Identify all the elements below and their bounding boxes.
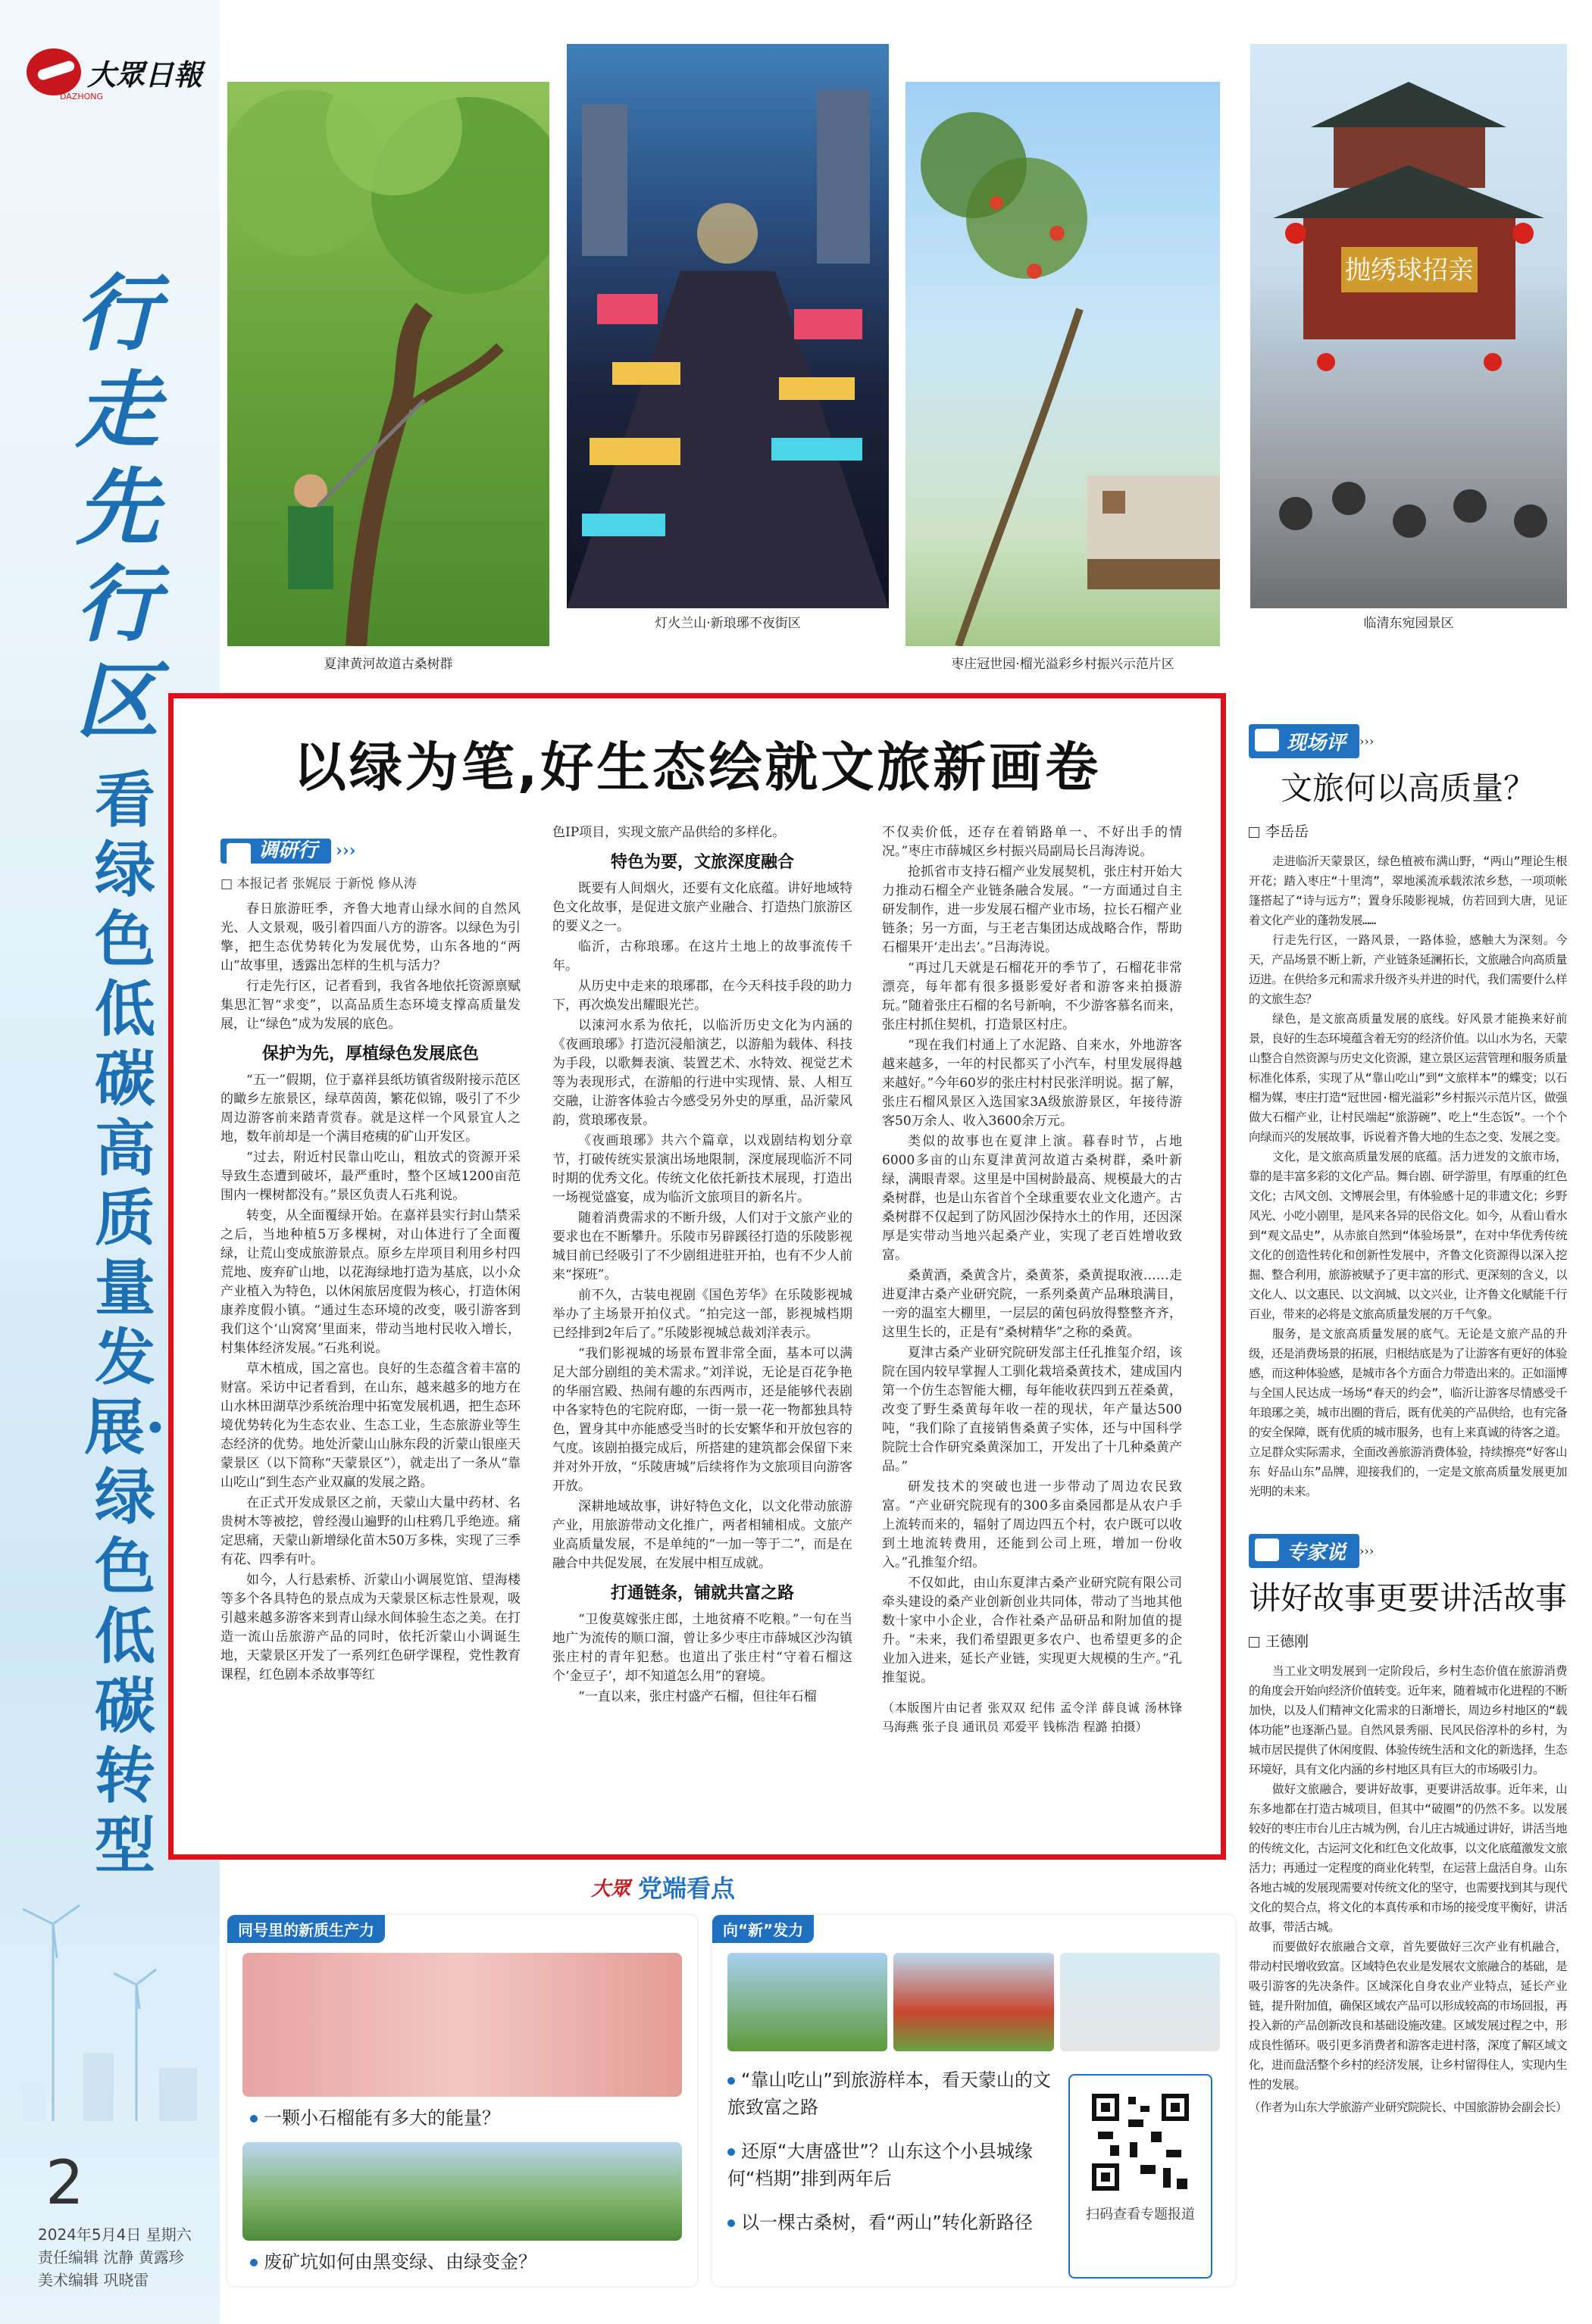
article-paragraph: 前不久，古装电视剧《国色芳华》在乐陵影视城举办了主场景开拍仪式。“拍完这一部，影视城档期已经排到2年后了。”乐陵影视城总裁刘洋表示。 [552,1288,852,1341]
article-paragraph: 夏津古桑产业研究院研发部主任孔推玺介绍，该院在国内较早掌握人工驯化栽培桑黄技术，建成国内第一个仿生态智能大棚，每年能收获四到五茬桑黄，改变了野生桑黄每年收一茬的现状，年产量达500吨，“我们除了直接销售桑黄子实体，还与中国科学院院士合作研究桑黄深加工，开发出了十几种桑黄产品。” [882,1345,1182,1474]
author-square-icon [1249,827,1259,838]
commentary-paragraph: 走进临沂天蒙景区，绿色植被布满山野，“两山”理论生根开花；踏入枣庄“十里湾”，翠地溪流承载浓浓乡愁，一项项帐篷搭起了“诗与远方”；置身乐陵影视城，仿若回到大唐，见证着文化产业的蓬勃发展…… [1249,854,1567,927]
comment-title-text: 文旅何以高质量？ [1280,770,1535,807]
expert-body [1249,1661,1567,2094]
commentary-paragraph: 文化，是文旅高质量发展的底蕴。活力迸发的文旅市场，靠的是丰富多彩的文化产品。舞台剧、研学游里，有厚重的红色文化；古风文创、文博展会里，有体验感十足的非遗文化；乡野风光、小吃小剧里，是风来各异的民俗文化。如今，从看山看水到“观文品史”，从赤旅自然到“体验场景”，在对中华优秀传统文化的创造性转化和创新性发展中，齐鲁文化资源得以深入挖掘、整合利用，旅游被赋予了更丰富的形式、更深刻的含义，以文化人、以文惠民、以文润城、以文兴业，让齐鲁文化赋能千行百业，带来的必将是文旅高质量发展的万千气象。 [1249,1150,1568,1321]
article-column-2 [552,823,852,1708]
comment-author [1249,820,1567,841]
article-paragraph: 转变，从全面覆绿开始。在嘉祥县实行封山禁采之后，当地种植5万多棵树，对山体进行了全面覆绿，让荒山变成旅游景点。原乡左岸项目利用乡村四荒地、废弃矿山地，以花海绿地打造为基底，以小众产业植入为特色，以休闲旅居度假为核心，打造休闲康养度假小镇。“通过生态环境的改变，吸引游客到我们这个‘山窝窝’里面来，带动当地村民收入增长，村集体经济发展。”石兆利说。 [221,1208,521,1356]
section-heading: 保护为先，厚植绿色发展底色 [261,1045,479,1064]
bullet-icon [250,2115,258,2123]
promo-panel [227,1870,1235,2294]
article-paragraph: 春日旅游旺季，齐鲁大地青山绿水间的自然风光、人文景观，吸引着四面八方的游客。以绿色为引擎，把生态优势转化为发展优势，山东各地的“两山”故事里，透露出怎样的生机与活力？ [221,901,521,973]
qr-caption: 扫码查看专题报道 [1086,2207,1195,2222]
comment-tag [1249,722,1567,760]
promo-left-head: 同号里的新质生产力 [227,1915,385,1943]
photo-pomegranate [905,82,1220,646]
commentary-paragraph: 做好文旅融合，要讲好故事，更要讲活故事。近年来，山东多地都在打造古城项目，但其中“破圈”的仍然不多。以发展较好的枣庄市台儿庄古城为例，台儿庄古城通过讲好，讲活当地的传统文化，古运河文化和红色文化故事，以文化底蕴激发文旅活力；再通过一定程度的商业化转型，在运营上盘活自身。山东各地古城的发展现需要对传统文化的坚守，也需要找到其与现代文化的契合点，将文化的本真传承和市场的接受度平衡好，讲活故事，带活古城。 [1249,1782,1568,1934]
chevrons-icon: ››› [1359,1543,1375,1558]
author-square-icon [1249,1637,1259,1648]
promo-photo-strip [727,1953,1220,2051]
article-paragraph: 如今，人行悬索桥、沂蒙山小调展览馆、望海楼等多个各具特色的景点成为天蒙景区标志性景观，吸引越来越多游客来到青山绿水间体验生态之美。在打造一流山岳旅游产品的同时，依托沂蒙山小调诞生地，天蒙景区开发了一系列红色研学课程，党性教育课程，红色剧本杀故事等红 [221,1573,521,1682]
article-paragraph: 研发技术的突破也进一步带动了周边农民致富。“产业研究院现有的300多亩桑园都是从农户手上流转而来的，辐射了周边四五个村，农户既可以收到土地流转费用，还能到公司上班，增加一份收入。”孔推玺介绍。 [882,1479,1182,1570]
page-dateline [38,2223,192,2291]
comment-tag-box [1249,724,1359,758]
house-icon [1255,729,1279,751]
qr-block[interactable] [1068,2074,1212,2279]
promo-link-1-text: 一颗小石榴能有多大的能量？ [264,2107,500,2129]
article-paragraph: 色IP项目，实现文旅产品供给的多样化。 [552,825,786,840]
section-heading: 打通链条，铺就共富之路 [610,1584,794,1603]
survey-icon [227,843,251,866]
editor: 责任编辑 沈静 黄露珍 [38,2248,184,2266]
bullet-icon [727,2148,735,2156]
photo-caption-4: 临清东宛园景区 [1363,616,1454,631]
chevrons-icon: ››› [1359,733,1375,748]
green-valley-photo [242,2142,682,2241]
date: 2024年5月4日 星期六 [38,2226,192,2244]
pomegranate-photo [242,1953,682,2097]
pomegranate-tree-drawing [905,82,1220,646]
article-paragraph: 不仅卖价低，还存在着销路单一、不好出手的情况。”枣庄市薛城区乡村振兴局副局长吕海涛说。 [882,825,1182,859]
promo-link-4-text: 还原“大唐盛世”？山东这个小县城缘何“档期”排到两年后 [727,2141,1033,2189]
article-paragraph: “过去，附近村民靠山吃山，粗放式的资源开采导致生态遭到破坏，最严重时，整个区域1200亩范围内一棵树都没有。”景区负责人石兆利说。 [221,1150,521,1203]
expert-title [1249,1577,1567,1620]
page-number: 2 [45,2148,84,2218]
photo-night-street [567,44,889,608]
section-title-sub: 看绿色低碳高质量发展·绿色低碳转型 [84,764,166,1881]
article-paragraph: 既要有人间烟火，还要有文化底蕴。讲好地域特色文化故事，是促进文旅产业融合、打造热门旅游区的要义之一。 [552,881,852,934]
chevrons-icon: ››› [336,840,356,861]
expert-title-text: 讲好故事更要讲活故事 [1249,1579,1568,1616]
article-paragraph: 深耕地域故事，讲好特色文化，以文化带动旅游产业，用旅游带动文化推广，两者相辅相成。文旅产业高质量发展，不是单纯的“一加一等于二”，而是在融合中共促发展，在发展中相互成就。 [552,1499,852,1571]
promo-link-5-text: 以一棵古桑树，看“两山”转化新路径 [741,2212,1033,2233]
expert-author-name: 王德刚 [1265,1633,1309,1650]
expert-tag-label: 专家说 [1287,1541,1346,1564]
article-paragraph: 抢抓省市支持石榴产业发展契机，张庄村开始大力推动石榴全产业链条融合发展。“一方面通过自主研发制作，进一步发展石榴产业市场，拉长石榴产业链条；另一方面，与王老吉集团达成战略合作，帮助石榴果开‘走出去’。”吕海涛说。 [882,864,1182,955]
masthead-logo [27,42,208,102]
section-title-top: 行走先行区 [76,264,159,750]
article-paragraph: “再过几天就是石榴花开的季节了，石榴花非常漂亮，每年都有很多摄影爱好者和游客来拍摄游玩。”随着张庄石榴的名号新响，不少游客慕名而来，张庄村抓住契机，打造景区村庄。 [882,961,1182,1032]
article-column-3 [882,823,1182,1738]
promo-link-2-text: 废矿坑如何由黑变绿、由绿变金？ [264,2251,536,2272]
article-paragraph: 桑黄酒，桑黄含片，桑黄茶，桑黄提取液……走进夏津古桑产业研究院，一系列桑黄产品琳琅满目，一旁的温室大棚里，一层层的菌包码放得整整齐齐，这里生长的，正是有“桑树精华”之称的桑黄。 [882,1268,1182,1340]
promo-right-card [712,1915,1235,2286]
comment-tag-label: 现场评 [1287,731,1346,754]
masthead-name: 大眾日報 [87,57,203,92]
photo-caption-1: 夏津黄河故道古桑树群 [324,657,453,672]
mulberry-tree-drawing [227,82,549,646]
article-paragraph: 草木植成，国之富也。良好的生态蕴含着丰富的财富。采访中记者看到，在山东，越来越多的地方在山水林田湖草沙系统治理中拓宽发展机遇，把生态环境优势转化为生态农业、生态工业，生态旅游业等生态经济的优势。地处沂蒙山山脉东段的沂蒙山银座天蒙景区（以下简称“天蒙景区”），就走出了一条从“靠山吃山”到生态产业双赢的发展之路。 [221,1361,521,1490]
qr-code-icon [1087,2089,1193,2195]
article-paragraph: “卫俊莫嫁张庄郎，土地贫瘠不吃粮。”一句在当地广为流传的顺口溜，曾让多少枣庄市薛城区沙沟镇张庄村的青年犯愁。也道出了张庄村“守着石榴这个‘金豆子’，却不知道怎么用”的窘境。 [552,1612,852,1684]
article-tag-label: 调研行 [258,839,318,862]
promo-link-2[interactable] [250,2248,674,2276]
article-paragraph: 不仅如此，由山东夏津古桑产业研究院有限公司牵头建设的桑产业创新创业共同体，带动了当地其他数十家中小企业，合作社桑产品研品和附加值的提升。“未来，我们希望跟更多农户、也希望更多的企业加入进来，延长产业链，实现更大规模的生产。”孔推玺说。 [882,1576,1182,1685]
section-heading: 特色为要，文旅深度融合 [610,853,794,872]
strip-photo-3 [1060,1953,1220,2051]
strip-photo-1 [727,1953,887,2051]
article-paragraph: “五一”假期，位于嘉祥县纸坊镇省级附接示范区的瞰乡左旅景区，绿草茵茵，繁花似锦，吸引了不少周边游客前来踏青赏春。就是这样一个风景宜人之地，数年前却是一个满目疮痍的矿山开发区。 [221,1073,521,1145]
article-paragraph: “我们影视城的场景布置非常全面，基本可以满足大部分剧组的美术需求。”刘洋说，无论是百花争艳的华丽宫殿、热闹有趣的东西两市，还是能够代表剧中各家特色的宅院府邸，一街一景一花一物都独具特色，置身其中亦能感受当时的长安繁华和开放包容的气度。该剧拍摄完成后，所搭建的建筑都会保留下来并对外开放，“乐陵唐城”后续将作为文旅项目向游客开放。 [552,1346,852,1494]
night-street-drawing [567,44,889,608]
commentary-paragraph: 服务，是文旅高质量发展的底气。无论是文旅产品的升级，还是消费场景的拓展，归根结底是为了让游客有更好的体验感，而这种体验感，是城市各个方面合力带造出来的。正如淄博与全国人民达成一场场“春天的约会”，临沂让游客尽情感受千年琅琊之美，城市出圈的背后，既有优美的产品供给，也有完备的安全保障，既有优质的城市服务，也有上来真诚的待客之道。立足群众实际需求，全面改善旅游消费体验，持续擦亮“好客山东 好品山东”品牌，迎接我们的，一定是文旅高质量发展更加光明的未来。 [1249,1327,1568,1498]
article-headline: 以绿为笔,好生态绘就文旅新画卷 [292,736,1102,798]
promo-link-list [727,2066,1053,2236]
article-paragraph: 从历史中走来的琅琊郡，在今天科技手段的助力下，再次焕发出耀眼光芒。 [552,979,852,1013]
article-paragraph: 临沂，古称琅琊。在这片土地上的故事流传千年。 [552,939,852,973]
comment-author-name: 李岳岳 [1265,823,1309,840]
pavilion-drawing [1250,44,1567,608]
promo-link-3-text: “靠山吃山”到旅游样本，看天蒙山的文旅致富之路 [727,2069,1051,2118]
promo-link-1[interactable] [250,2104,674,2132]
article-byline: □ 本报记者 张娓辰 于新悦 修从涛 [221,876,417,892]
photo-credit-note: （本版图片由记者 张双双 纪伟 孟令洋 薛良诚 汤林锋 马海燕 张子良 通讯员 邓爱平 钱栋浩 程潞 拍摄） [882,1701,1182,1734]
photo-caption-3: 枣庄冠世园·榴光溢彩乡村振兴示范片区 [951,657,1174,672]
main-article [168,693,1226,1860]
comment-body [1249,851,1567,1501]
bullet-icon [727,2077,735,2085]
article-paragraph: 以涑河水系为依托，以临沂历史文化为内涵的《夜画琅琊》打造沉浸船演艺，以游船为载体、科技为手段，以歌舞表演、装置艺术、水特效、视觉艺术等为表现形式，在游船的行进中实现情、景、人相互交融，让游客体验古今感受另外史的厚重，品沂蒙风韵，赏琅琊夜景。 [552,1018,852,1128]
article-tag [221,834,521,867]
photo-pavilion [1250,44,1567,608]
bullet-icon [250,2259,258,2266]
article-paragraph: 《夜画琅琊》共六个篇章，以戏剧结构划分章节，打破传统实景演出场地限制，深度展现临沂不同时期的优秀文化。传统文化依托新技术展现，打造出一场视觉盛宴，成为临沂文旅项目的新名片。 [552,1133,852,1205]
photo-caption-2: 灯火兰山·新琅琊不夜街区 [655,616,801,631]
photo-mulberry [227,82,549,646]
speaker-icon [1255,1538,1279,1561]
promo-link-3[interactable] [727,2066,1053,2121]
promo-title: 党端看点 [638,1874,736,1903]
comment-title [1249,767,1567,810]
promo-header [591,1870,735,1904]
designer: 美术编辑 巩晓雷 [38,2271,149,2289]
expert-tag-box [1249,1534,1359,1568]
article-paragraph: 类似的故事也在夏津上演。暮春时节，占地6000多亩的山东夏津黄河故道古桑树群，桑叶新绿，满眼青翠。这里是中国树龄最高、规模最大的古桑树群，也是山东省首个全球重要农业文化遗产。古桑树群不仅起到了防风固沙保持水土的作用，还因深厚是实带动当地兴起桑产业，实现了老百姓增收致富。 [882,1134,1182,1263]
commentary-paragraph: 绿色，是文旅高质量发展的底线。好风景才能换来好前景，良好的生态环境蕴含着无穷的经济价值。以山水为名，天蒙山整合自然资源与历史文化资源，建立景区运营管理和服务质量标准化体系，实现了从“靠山吃山”到“文旅样本”的蝶变；以石榴为媒，枣庄打造“冠世园·榴光溢彩”乡村振兴示范片区，做强做大石榴产业，让村民端起“旅游碗”、吃上“生态饭”。一个个向绿而兴的发展故事，诉说着齐鲁大地的生态之变、发展之变。 [1249,1012,1568,1144]
article-paragraph: 行走先行区，记者看到，我省各地依托资源禀赋集思汇智“求变”，以高品质生态环境支撑高质量发展，让“绿色”成为发展的底色。 [221,979,521,1032]
bullet-icon [727,2219,735,2227]
strip-photo-2 [893,1953,1053,2051]
windmill-city-illustration [8,1879,212,2136]
article-column-1 [221,831,521,1686]
promo-link-5[interactable] [727,2209,1053,2236]
promo-brand: 大眾 [591,1877,631,1901]
commentary-paragraph: 而要做好农旅融合文章，首先要做好三次产业有机融合，带动村民增收致富。区域特色农业是发展农文旅融合的基础，是吸引游客的先决条件。区域深化自身农业产业特点，延长产业链，提升附加值，确保区域农产品可以形成较高的市场回报，再投入新的产品创新改良和基础设施改建。区域发展过程之中，形成良性循环。吸引更多消费者和游客走进村落，深度了解区域文化，进而盘活整个乡村的经济发展，让乡村留得住人，实现内生性的发展。 [1249,1940,1568,2091]
article-paragraph: 在正式开发成景区之前，天蒙山大量中药材、名贵树木等被挖，曾经漫山遍野的山柱鸦几乎绝迹。痛定思痛，天蒙山新增绿化苗木50万多株，实现了三季有花、四季有叶。 [221,1495,521,1567]
article-tag-box [221,839,331,864]
promo-left-card[interactable] [227,1915,697,2286]
masthead-pinyin: DAZHONG [60,92,104,102]
article-paragraph: 随着消费需求的不断升级，人们对于文旅产业的要求也在不断攀升。乐陵市另辟蹊径打造的乐陵影视城目前已经吸引了不少剧组进驻开拍，也有不少人前来“探班”。 [552,1210,852,1282]
expert-tag [1249,1532,1567,1570]
article-paragraph: “一直以来，张庄村盛产石榴，但往年石榴 [578,1689,817,1704]
article-paragraph: “现在我们村通上了水泥路、自来水，外地游客越来越多，一年的村民都买了小汽车，村里发展得越来越好。”今年60岁的张庄村村民张洋明说。据了解，张庄石榴风景区入选国家3A级旅游景区，年接待游客50万余人、收入3600余万元。 [882,1038,1182,1129]
promo-link-4[interactable] [727,2138,1053,2192]
commentary-paragraph: 行走先行区，一路风景，一路体验，感触大为深刻。今天，产品场景不断上新，产业链条延澜拓长，文旅融合向高质量迈进。在供给多元和需求升级齐头并进的时代，我们需要什么样的文旅生态？ [1249,933,1568,1006]
pavilion-sign: 抛绣球招亲 [1345,255,1474,286]
expert-note: （作者为山东大学旅游产业研究院院长、中国旅游协会副会长） [1249,2101,1568,2114]
commentary-column [1249,708,1567,2117]
commentary-paragraph: 当工业文明发展到一定阶段后，乡村生态价值在旅游消费的角度会开始向经济价值转变。近年来，随着城市化进程的不断加快，以及人们精神文化需求的日渐增长，周边乡村地区的“载体功能”也逐渐凸显。自然风景秀丽、民风民俗淳朴的乡村，为城市居民提供了休闲度假、体验传统生活和文化的新选择，生态环境好，具有文化内涵的乡村地区具有巨大的市场吸引力。 [1249,1664,1568,1776]
promo-right-head: 向“新”发力 [712,1915,814,1943]
expert-author [1249,1630,1567,1651]
masthead-emblem-icon [27,48,81,95]
